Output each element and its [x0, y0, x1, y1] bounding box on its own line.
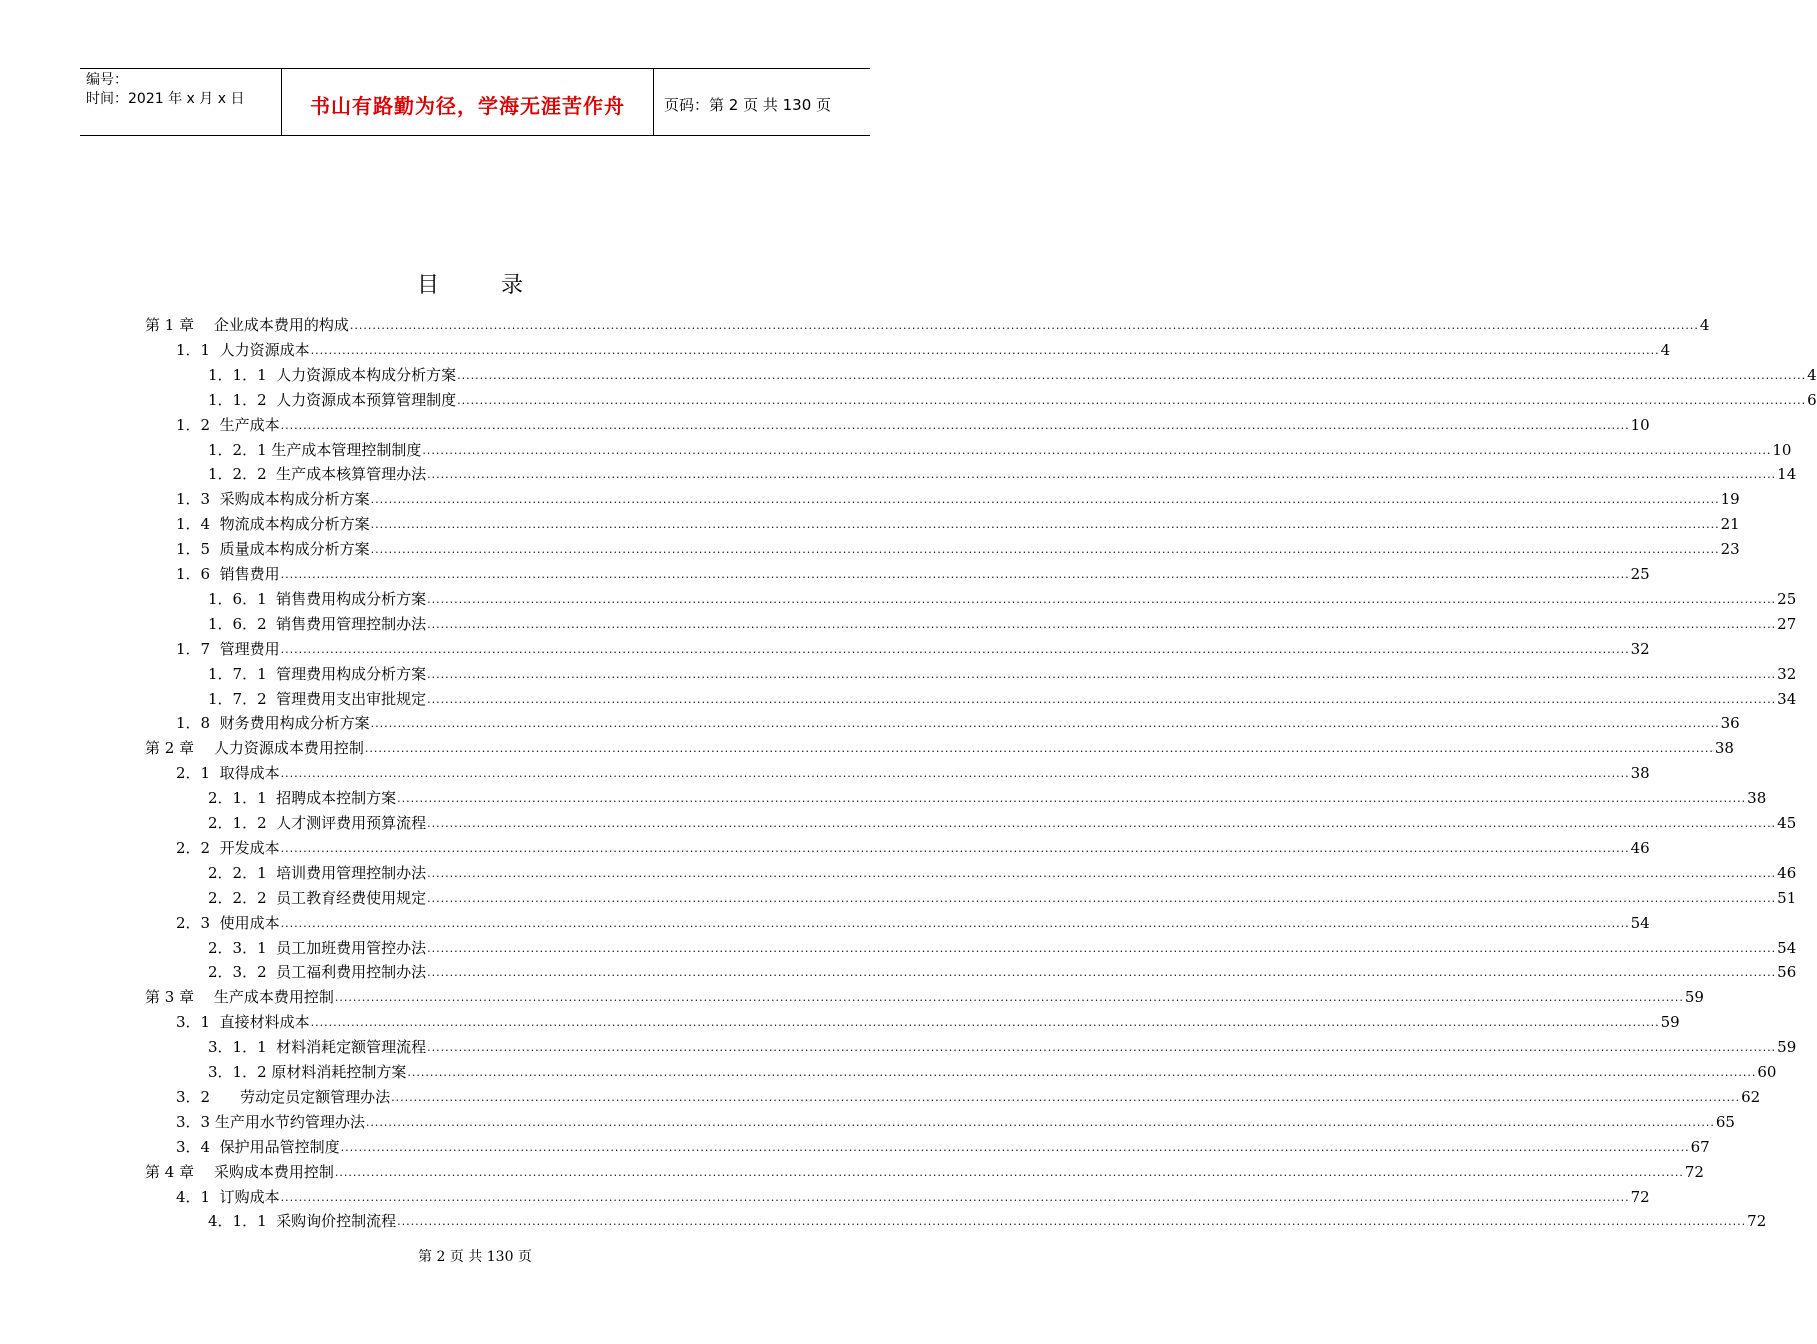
- toc-entry[interactable]: [208, 783, 1767, 808]
- header-motto-cell: [282, 69, 654, 135]
- toc-entry-label: 4．1 订购成本: [176, 1187, 280, 1206]
- toc-dot-leader: ............................................................................................................................................................................................................................................................................................................: [340, 1140, 1690, 1154]
- toc-entry[interactable]: [208, 659, 1797, 684]
- toc-entry-label: 1．1．1 人力资源成本构成分析方案: [208, 365, 457, 384]
- toc-entry-page: 46: [1777, 863, 1797, 882]
- toc-entry-page: 19: [1720, 490, 1740, 509]
- toc-entry-label: 1．5 质量成本构成分析方案: [176, 540, 370, 559]
- toc-dot-leader: ............................................................................................................................................................................................................................................................................................................: [280, 841, 1630, 855]
- toc-entry-label: 1．7．2 管理费用支出审批规定: [208, 689, 427, 708]
- toc-entry[interactable]: [176, 908, 1650, 933]
- toc-dot-leader: ............................................................................................................................................................................................................................................................................................................: [397, 792, 1747, 806]
- toc-entry[interactable]: [176, 1182, 1650, 1207]
- toc-dot-leader: ............................................................................................................................................................................................................................................................................................................: [427, 891, 1777, 905]
- header-meta: [80, 69, 282, 135]
- toc-entry[interactable]: [176, 1007, 1680, 1032]
- toc-entry-label: 1．6 销售费用: [176, 565, 280, 583]
- toc-entry-page: 59: [1660, 1013, 1680, 1032]
- toc-entry-page: 38: [1747, 789, 1767, 808]
- toc-entry-page: 72: [1747, 1212, 1767, 1231]
- toc-dot-leader: ............................................................................................................................................................................................................................................................................................................: [370, 518, 1720, 532]
- toc-entry-page: 32: [1777, 664, 1797, 683]
- toc-dot-leader: ............................................................................................................................................................................................................................................................................................................: [427, 592, 1777, 606]
- toc-title: 目 录: [416, 273, 543, 298]
- toc-entry[interactable]: [176, 484, 1740, 509]
- toc-entry[interactable]: [208, 435, 1792, 460]
- toc-entry-label: 1．2．2 生产成本核算管理办法: [208, 465, 427, 484]
- toc-entry-label: 4．1．1 采购询价控制流程: [208, 1212, 397, 1231]
- toc-entry-page: 59: [1777, 1038, 1797, 1057]
- toc-dot-leader: ............................................................................................................................................................................................................................................................................................................: [427, 866, 1777, 880]
- toc-entry-label: 第 1 章 企业成本费用的构成: [145, 316, 349, 334]
- toc-entry-page: 23: [1720, 540, 1740, 559]
- toc-dot-leader: ............................................................................................................................................................................................................................................................................................................: [391, 1090, 1741, 1104]
- toc-entry-label: 1．1 人力资源成本: [176, 340, 310, 359]
- toc-entry[interactable]: [145, 982, 1704, 1007]
- toc-entry-label: 3．1．1 材料消耗定额管理流程: [208, 1038, 427, 1057]
- toc-entry-page: 54: [1630, 913, 1650, 932]
- toc-dot-leader: ............................................................................................................................................................................................................................................................................................................: [427, 941, 1777, 955]
- toc-entry-label: 1．1．2 人力资源成本预算管理制度: [208, 390, 457, 409]
- toc-entry-label: 2．1 取得成本: [176, 764, 280, 783]
- toc-entry-page: 38: [1630, 764, 1650, 783]
- toc-entry-page: 27: [1777, 614, 1797, 633]
- toc-dot-leader: ............................................................................................................................................................................................................................................................................................................: [370, 493, 1720, 507]
- header-motto: 书山有路勤为径，学海无涯苦作舟: [310, 93, 625, 118]
- toc-entry-page: 21: [1720, 515, 1740, 534]
- toc-dot-leader: ............................................................................................................................................................................................................................................................................................................: [427, 667, 1777, 681]
- toc-entry[interactable]: [208, 858, 1797, 883]
- toc-entry-label: 1．2 生产成本: [176, 415, 280, 434]
- toc-entry-page: 10: [1772, 440, 1792, 459]
- toc-entry[interactable]: [176, 833, 1650, 858]
- toc-entry-label: 1．7．1 管理费用构成分析方案: [208, 664, 427, 683]
- toc-dot-leader: ............................................................................................................................................................................................................................................................................................................: [364, 742, 1714, 756]
- toc-entry-page: 38: [1714, 739, 1734, 758]
- toc-entry[interactable]: [208, 385, 1817, 410]
- toc-entry-page: 54: [1777, 938, 1797, 957]
- toc-entry-page: 45: [1777, 814, 1797, 832]
- toc-dot-leader: ............................................................................................................................................................................................................................................................................................................: [280, 418, 1630, 432]
- toc-entry-page: 4: [1660, 340, 1671, 359]
- toc-entry[interactable]: [208, 459, 1797, 484]
- toc-entry-page: 51: [1777, 888, 1797, 907]
- toc-dot-leader: ............................................................................................................................................................................................................................................................................................................: [422, 443, 1772, 457]
- toc-entry-page: 62: [1741, 1087, 1761, 1106]
- toc-entry-page: 56: [1777, 963, 1797, 982]
- toc-entry[interactable]: [208, 684, 1797, 709]
- toc-dot-leader: ............................................................................................................................................................................................................................................................................................................: [365, 1115, 1715, 1129]
- toc-dot-leader: ............................................................................................................................................................................................................................................................................................................: [427, 817, 1777, 830]
- toc-entry[interactable]: [176, 708, 1740, 733]
- document-time-label: 时间：2021 年 x 月 x 日: [86, 91, 245, 107]
- toc-entry-page: 14: [1777, 465, 1797, 484]
- toc-dot-leader: ............................................................................................................................................................................................................................................................................................................: [427, 468, 1777, 482]
- toc-entry[interactable]: [176, 634, 1650, 659]
- toc-entry-label: 2．3 使用成本: [176, 913, 280, 932]
- toc-entry-page: 34: [1777, 689, 1797, 708]
- toc-entry[interactable]: [176, 534, 1740, 559]
- toc-entry-label: 3．4 保护用品管控制度: [176, 1137, 340, 1156]
- toc-dot-leader: ............................................................................................................................................................................................................................................................................................................: [280, 1190, 1630, 1204]
- toc-entry[interactable]: [176, 1132, 1710, 1157]
- toc-entry-page: 10: [1630, 415, 1650, 434]
- toc-entry-page: 72: [1630, 1187, 1650, 1206]
- toc-entry-page: 46: [1630, 838, 1650, 857]
- toc-entry-label: 第 3 章 生产成本费用控制: [145, 988, 334, 1007]
- toc-dot-leader: ............................................................................................................................................................................................................................................................................................................: [370, 543, 1720, 557]
- toc-entry[interactable]: [176, 410, 1650, 435]
- toc-entry-label: 第 4 章 采购成本费用控制: [145, 1162, 334, 1181]
- page-footer: 第 2 页 共 130 页: [418, 1249, 532, 1265]
- document-number-label: 编号：: [86, 72, 128, 88]
- toc-entry[interactable]: [208, 1057, 1777, 1082]
- toc-entry-page: 67: [1690, 1137, 1710, 1156]
- toc-dot-leader: ............................................................................................................................................................................................................................................................................................................: [280, 642, 1630, 656]
- toc-entry[interactable]: [176, 758, 1650, 783]
- toc-entry-label: 第 2 章 人力资源成本费用控制: [145, 739, 364, 758]
- toc-entry-label: 2．1．1 招聘成本控制方案: [208, 789, 397, 808]
- page-header: [80, 68, 870, 136]
- toc-entry-label: 1．6．1 销售费用构成分析方案: [208, 589, 427, 608]
- toc-entry-label: 1．7 管理费用: [176, 639, 280, 658]
- toc-entry-page: 32: [1630, 639, 1650, 658]
- toc-entry[interactable]: [208, 1032, 1797, 1057]
- toc-entry-page: 72: [1684, 1162, 1704, 1181]
- toc-entry[interactable]: [208, 1206, 1767, 1231]
- toc-dot-leader: ............................................................................................................................................................................................................................................................................................................: [457, 368, 1807, 382]
- toc-entry-label: 2．2 开发成本: [176, 838, 280, 857]
- header-page-info: 页码：第 2 页 共 130 页: [664, 95, 832, 114]
- toc-dot-leader: ............................................................................................................................................................................................................................................................................................................: [370, 717, 1720, 731]
- toc-entry-label: 1．3 采购成本构成分析方案: [176, 490, 370, 509]
- toc-entry[interactable]: [145, 1157, 1704, 1182]
- toc-entry-page: 6: [1807, 390, 1817, 409]
- toc-entry-label: 1．6．2 销售费用管理控制办法: [208, 614, 427, 633]
- toc-entry[interactable]: [208, 957, 1797, 982]
- toc-entry-label: 2．2．2 员工教育经费使用规定: [208, 888, 427, 907]
- toc-entry-label: 2．3．2 员工福利费用控制办法: [208, 963, 427, 982]
- toc-entry-label: 2．3．1 员工加班费用管控办法: [208, 938, 427, 957]
- toc-dot-leader: ............................................................................................................................................................................................................................................................................................................: [397, 1215, 1747, 1229]
- toc-dot-leader: ............................................................................................................................................................................................................................................................................................................: [310, 1016, 1660, 1030]
- toc-dot-leader: ............................................................................................................................................................................................................................................................................................................: [334, 991, 1684, 1005]
- toc-entry[interactable]: [208, 883, 1797, 908]
- toc-entry[interactable]: [176, 1082, 1761, 1107]
- toc-dot-leader: ............................................................................................................................................................................................................................................................................................................: [349, 319, 1699, 332]
- toc-entry[interactable]: [208, 584, 1797, 609]
- toc-dot-leader: ............................................................................................................................................................................................................................................................................................................: [280, 916, 1630, 930]
- toc-dot-leader: ............................................................................................................................................................................................................................................................................................................: [457, 393, 1807, 407]
- toc-dot-leader: ............................................................................................................................................................................................................................................................................................................: [427, 966, 1777, 980]
- toc-entry-page: 36: [1720, 714, 1740, 733]
- toc-entry-page: 60: [1757, 1063, 1777, 1081]
- toc-entry-page: 25: [1777, 589, 1797, 608]
- toc-dot-leader: ............................................................................................................................................................................................................................................................................................................: [334, 1165, 1684, 1179]
- toc-entry-label: 1．4 物流成本构成分析方案: [176, 515, 370, 534]
- toc-dot-leader: ............................................................................................................................................................................................................................................................................................................: [427, 692, 1777, 706]
- toc-entry-label: 1．8 财务费用构成分析方案: [176, 714, 370, 733]
- toc-entry[interactable]: [176, 509, 1740, 534]
- toc-entry-page: 4: [1699, 316, 1710, 334]
- toc-entry[interactable]: [208, 933, 1797, 958]
- toc-entry-label: 3．1 直接材料成本: [176, 1013, 310, 1032]
- toc-entry[interactable]: [145, 733, 1734, 758]
- toc-entry-page: 65: [1715, 1112, 1735, 1131]
- toc-entry-label: 2．2．1 培训费用管理控制办法: [208, 863, 427, 882]
- toc-entry-label: 1．2．1 生产成本管理控制制度: [208, 440, 422, 459]
- toc-dot-leader: ............................................................................................................................................................................................................................................................................................................: [280, 568, 1630, 581]
- toc-entry-label: 3．1．2 原材料消耗控制方案: [208, 1063, 407, 1081]
- toc-entry-page: 25: [1630, 565, 1650, 583]
- toc-dot-leader: ............................................................................................................................................................................................................................................................................................................: [280, 767, 1630, 781]
- toc-dot-leader: ............................................................................................................................................................................................................................................................................................................: [407, 1066, 1757, 1079]
- toc-entry[interactable]: [176, 335, 1671, 360]
- toc-dot-leader: ............................................................................................................................................................................................................................................................................................................: [310, 343, 1660, 357]
- toc-entry-label: 3．3 生产用水节约管理办法: [176, 1112, 365, 1131]
- toc-entry-page: 4: [1807, 365, 1817, 384]
- toc-entry-page: 59: [1684, 988, 1704, 1007]
- toc-entry-label: 3．2 劳动定员定额管理办法: [176, 1087, 391, 1106]
- toc-entry[interactable]: [208, 808, 1797, 833]
- toc-entry[interactable]: [208, 609, 1797, 634]
- toc-entry[interactable]: [176, 1107, 1735, 1132]
- toc-entry[interactable]: [208, 360, 1817, 385]
- toc-entry[interactable]: [176, 559, 1650, 584]
- toc-entry-label: 2．1．2 人才测评费用预算流程: [208, 814, 427, 832]
- toc-dot-leader: ............................................................................................................................................................................................................................................................................................................: [427, 617, 1777, 631]
- toc-dot-leader: ............................................................................................................................................................................................................................................................................................................: [427, 1041, 1777, 1055]
- toc-entry[interactable]: [145, 310, 1710, 335]
